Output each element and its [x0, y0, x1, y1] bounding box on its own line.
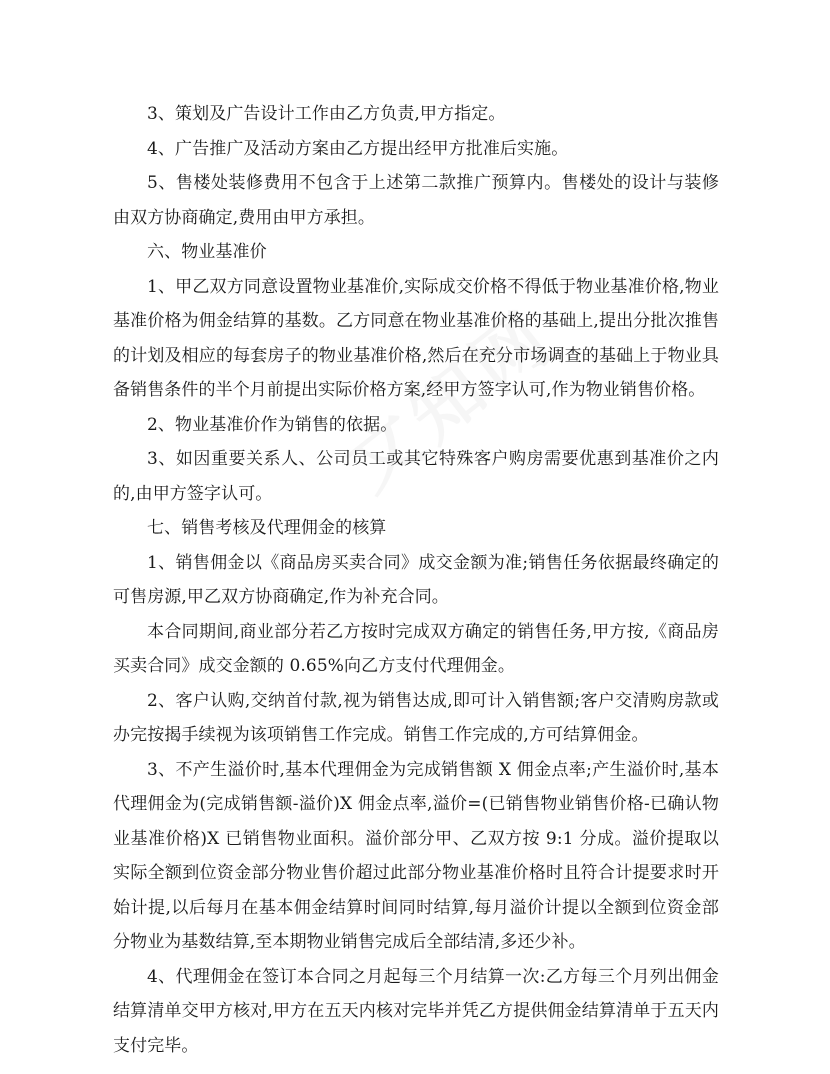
clause-6-1-base-price: 1、甲乙双方同意设置物业基准价,实际成交价格不得低于物业基准价格,物业基准价格为佣金结算的基数。乙方同意在物业基准价格的基础上,提出分批次推售的计划及相应的每套房子的物业基准价格,然后在充分市场调查的基础上于物业具备销售条件的半个月前提出实际价格方案,经甲方签字认可,作为物业销售价格。 [113, 276, 719, 400]
clause-7-commercial: 本合同期间,商业部分若乙方按时完成双方确定的销售任务,甲方按,《商品房买卖合同》成交金额的 0.65%向乙方支付代理佣金。 [113, 621, 719, 676]
clause-6-2-base-price-basis: 2、物业基准价作为销售的依据。 [147, 414, 398, 435]
clause-7-3-premium: 3、不产生溢价时,基本代理佣金为完成销售额 X 佣金点率;产生溢价时,基本代理佣金为(完成销售额-溢价)X 佣金点率,溢价=(已销售物业销售价格-已确认物业基准价格)X 已销售物业面积。溢价部分甲、乙双方按 9:1 分成。溢价提取以实际全额到位资金部分物业售价超过此部分物业基准价格时且符合计提要求时开始计提,以后每月在基本佣金结算时间同时结算,每月溢价计提以全额到位资金部分物业为基数结算,至本期物业销售完成后全部结清,多还少补。 [113, 759, 719, 952]
clause-6-3-discount: 3、如因重要关系人、公司员工或其它特殊客户购房需要优惠到基准价之内的,由甲方签字认可。 [113, 449, 719, 504]
section-heading-6: 六、物业基准价 [147, 242, 267, 262]
clause-7-2-sales-completion: 2、客户认购,交纳首付款,视为销售达成,即可计入销售额;客户交清购房款或办完按揭手续视为该项销售工作完成。销售工作完成的,方可结算佣金。 [113, 690, 719, 745]
clause-3-planning: 3、策划及广告设计工作由乙方负责,甲方指定。 [147, 104, 506, 124]
section-heading-7: 七、销售考核及代理佣金的核算 [147, 518, 387, 538]
document-body [113, 97, 719, 1063]
clause-5-sales-office: 5、售楼处装修费用不包含于上述第二款推广预算内。售楼处的设计与装修由双方协商确定,费用由甲方承担。 [113, 173, 719, 228]
clause-7-1-commission: 1、销售佣金以《商品房买卖合同》成交金额为准;销售任务依据最终确定的可售房源,甲乙双方协商确定,作为补充合同。 [113, 552, 719, 607]
clause-7-4-settlement: 4、代理佣金在签订本合同之月起每三个月结算一次:乙方每三个月列出佣金结算清单交甲方核对,甲方在五天内核对完毕并凭乙方提供佣金结算清单于五天内支付完毕。 [113, 966, 719, 1056]
clause-4-promotion: 4、广告推广及活动方案由乙方提出经甲方批准后实施。 [147, 138, 569, 159]
